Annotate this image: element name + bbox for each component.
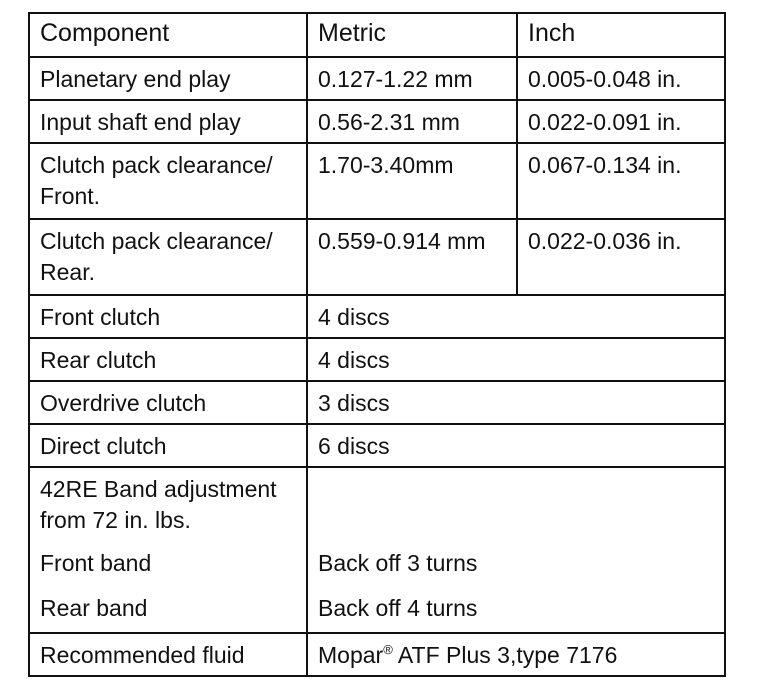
table-row (29, 590, 725, 633)
cell-value (307, 633, 725, 676)
cell-component: Planetary end play (29, 57, 307, 100)
cell-component (29, 467, 307, 545)
header-metric: Metric (307, 13, 517, 57)
fluid-brand: Mopar (318, 642, 384, 668)
table-row (29, 295, 725, 338)
table-row (29, 545, 725, 590)
cell-inch: 0.022-0.036 in. (517, 219, 725, 295)
cell-component: Front band (29, 545, 307, 590)
cell-component (29, 143, 307, 219)
cell-component: Rear band (29, 590, 307, 633)
cell-value: 4 discs (307, 295, 725, 338)
table-header-row (29, 13, 725, 57)
cell-metric: 1.70-3.40mm (307, 143, 517, 219)
cell-value: 3 discs (307, 381, 725, 424)
header-inch: Inch (517, 13, 725, 57)
cell-inch: 0.022-0.091 in. (517, 100, 725, 143)
table-row (29, 100, 725, 143)
cell-value (307, 467, 725, 545)
cell-component-line: Clutch pack clearance/ (40, 228, 273, 254)
cell-inch: 0.067-0.134 in. (517, 143, 725, 219)
table-row (29, 57, 725, 100)
cell-value: Back off 3 turns (307, 545, 725, 590)
table-row (29, 424, 725, 467)
cell-component: Input shaft end play (29, 100, 307, 143)
cell-component: Rear clutch (29, 338, 307, 381)
cell-component-line: Clutch pack clearance/ (40, 152, 273, 178)
cell-component (29, 219, 307, 295)
cell-component-line: 42RE Band adjustment (40, 476, 277, 502)
cell-metric: 0.127-1.22 mm (307, 57, 517, 100)
cell-value: Back off 4 turns (307, 590, 725, 633)
table-row (29, 633, 725, 676)
cell-inch: 0.005-0.048 in. (517, 57, 725, 100)
cell-component: Overdrive clutch (29, 381, 307, 424)
cell-component: Recommended fluid (29, 633, 307, 676)
cell-metric: 0.56-2.31 mm (307, 100, 517, 143)
table-row (29, 381, 725, 424)
table-row (29, 338, 725, 381)
fluid-type: ATF Plus 3,type 7176 (392, 642, 618, 668)
table-row (29, 467, 725, 545)
cell-value: 6 discs (307, 424, 725, 467)
cell-value: 4 discs (307, 338, 725, 381)
cell-component-line: from 72 in. lbs. (40, 507, 191, 533)
cell-component: Direct clutch (29, 424, 307, 467)
registered-mark: ® (383, 642, 393, 657)
specifications-table (28, 12, 726, 677)
table-row (29, 219, 725, 295)
cell-metric: 0.559-0.914 mm (307, 219, 517, 295)
cell-component: Front clutch (29, 295, 307, 338)
table-row (29, 143, 725, 219)
cell-component-line: Front. (40, 183, 101, 209)
header-component: Component (29, 13, 307, 57)
cell-component-line: Rear. (40, 259, 95, 285)
